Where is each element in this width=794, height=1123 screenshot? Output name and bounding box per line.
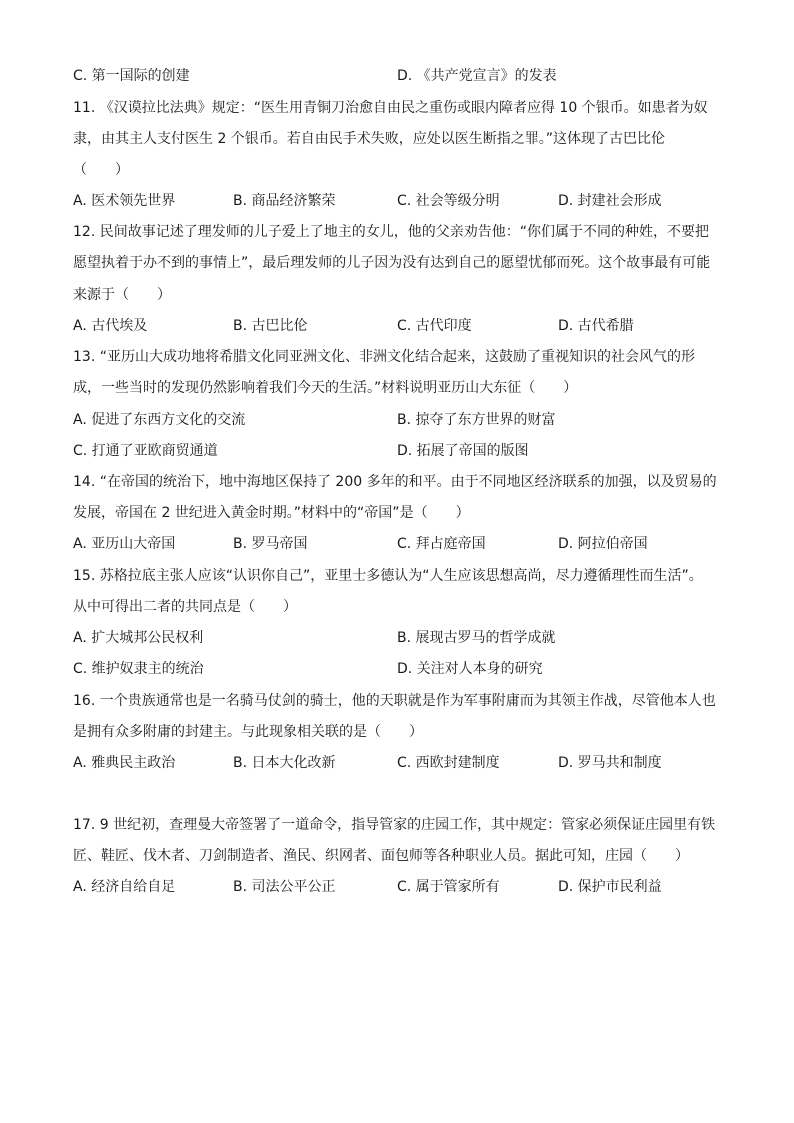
q17-option-a: A. 经济自给自足 <box>73 879 176 895</box>
q15-option-d: D. 关注对人本身的研究 <box>397 661 543 677</box>
q13-option-b: B. 掠夺了东方世界的财富 <box>397 412 556 428</box>
prev-option-d: D. 《共产党宣言》的发表 <box>397 68 557 84</box>
q12-stem-line2: 愿望执着于办不到的事情上”，最后理发师的儿子因为没有达到自己的愿望忧郁而死。这个故事最有可能 <box>73 255 711 271</box>
q16-option-b: B. 日本大化改新 <box>233 755 336 771</box>
q13-option-d: D. 拓展了帝国的版图 <box>397 443 529 459</box>
q15-option-c: C. 维护奴隶主的统治 <box>73 661 204 677</box>
q12-option-d: D. 古代希腊 <box>558 318 634 334</box>
q11-option-d: D. 封建社会形成 <box>558 193 662 209</box>
q14-option-c: C. 拜占庭帝国 <box>397 536 486 552</box>
q17-stem-line1: 17. 9 世纪初，查理曼大帝签署了一道命令，指导管家的庄园工作，其中规定：管家必须保证庄园里有铁 <box>73 817 716 833</box>
q11-option-c: C. 社会等级分明 <box>397 193 500 209</box>
q13-stem-line2: 成，一些当时的发现仍然影响着我们今天的生活。”材料说明亚历山大东征（ ） <box>73 380 578 396</box>
q12-stem-line1: 12. 民间故事记述了理发师的儿子爱上了地主的女儿，他的父亲劝告他：“你们属于不同的种姓，不要把 <box>73 224 709 240</box>
q15-stem-line2: 从中可得出二者的共同点是（ ） <box>73 599 297 615</box>
q17-option-b: B. 司法公平公正 <box>233 879 336 895</box>
q13-option-c: C. 打通了亚欧商贸通道 <box>73 443 218 459</box>
q17-option-c: C. 属于管家所有 <box>397 879 500 895</box>
q13-stem-line1: 13. “亚历山大成功地将希腊文化同亚洲文化、非洲文化结合起来，这鼓励了重视知识的社会风气的形 <box>73 349 695 365</box>
q16-stem-line2: 是拥有众多附庸的封建主。与此现象相关联的是（ ） <box>73 724 423 740</box>
q16-option-d: D. 罗马共和制度 <box>558 755 662 771</box>
q13-option-a: A. 促进了东西方文化的交流 <box>73 412 246 428</box>
q16-option-c: C. 西欧封建制度 <box>397 755 500 771</box>
q11-stem-line1: 11. 《汉谟拉比法典》规定：“医生用青铜刀治愈自由民之重伤或眼内障者应得 10 个银币。如患者为奴 <box>73 100 708 116</box>
q14-stem-line2: 发展，帝国在 2 世纪进入黄金时期。”材料中的“帝国”是（ ） <box>73 505 470 521</box>
q17-stem-line2: 匠、鞋匠、伐木者、刀剑制造者、渔民、织网者、面包师等各种职业人员。据此可知，庄园（ ） <box>73 848 689 864</box>
q14-option-d: D. 阿拉伯帝国 <box>558 536 648 552</box>
q15-option-b: B. 展现古罗马的哲学成就 <box>397 630 556 646</box>
q17-option-d: D. 保护市民利益 <box>558 879 662 895</box>
q14-option-b: B. 罗马帝国 <box>233 536 308 552</box>
q11-option-b: B. 商品经济繁荣 <box>233 193 336 209</box>
q12-option-b: B. 古巴比伦 <box>233 318 308 334</box>
prev-option-c: C. 第一国际的创建 <box>73 68 190 84</box>
q11-option-a: A. 医术领先世界 <box>73 193 176 209</box>
q14-option-a: A. 亚历山大帝国 <box>73 536 176 552</box>
q15-stem-line1: 15. 苏格拉底主张人应该“认识你自己”，亚里士多德认为“人生应该思想高尚，尽力遵循理性而生活”。 <box>73 568 703 584</box>
q14-stem-line1: 14. “在帝国的统治下，地中海地区保持了 200 多年的和平。由于不同地区经济联系的加强，以及贸易的 <box>73 474 717 490</box>
q12-stem-line3: 来源于（ ） <box>73 287 171 303</box>
q12-option-a: A. 古代埃及 <box>73 318 148 334</box>
q11-stem-line2: 隶，由其主人支付医生 2 个银币。若自由民手术失败，应处以医生断指之罪。”这体现了古巴比伦 <box>73 131 666 147</box>
q11-stem-line3: （ ） <box>73 162 129 178</box>
q16-option-a: A. 雅典民主政治 <box>73 755 176 771</box>
q15-option-a: A. 扩大城邦公民权利 <box>73 630 204 646</box>
q12-option-c: C. 古代印度 <box>397 318 472 334</box>
q16-stem-line1: 16. 一个贵族通常也是一名骑马仗剑的骑士，他的天职就是作为军事附庸而为其领主作战，尽管他本人也 <box>73 693 716 709</box>
